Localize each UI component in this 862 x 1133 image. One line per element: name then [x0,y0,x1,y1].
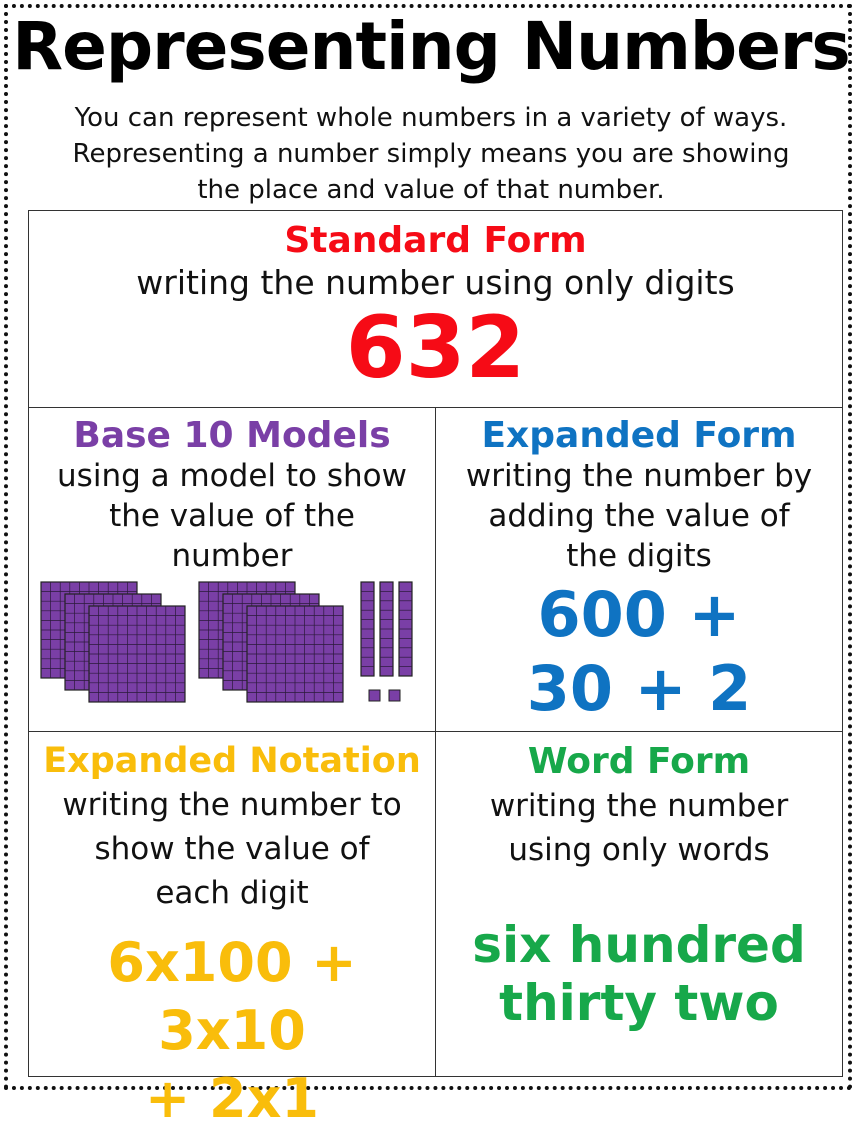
standard-form-example: 632 [345,298,526,398]
intro-line: the place and value of that number. [197,175,665,205]
intro-text [20,100,842,208]
word-form-heading: Word Form [527,741,751,782]
expanded-form-example-line: 30 + 2 [526,652,752,725]
expanded-form-description-line: the digits [566,538,712,574]
expanded-form-cell [436,408,842,731]
ten-rod [380,582,393,676]
expanded-notation-heading: Expanded Notation [43,741,421,781]
standard-form-description: writing the number using only digits [136,263,735,302]
expanded-notation-description-line: show the value of [94,831,370,867]
page-title: Representing Numbers [12,8,850,85]
base10-description-line: number [171,538,293,574]
expanded-notation-cell [29,732,435,1130]
forms-grid [28,210,843,1130]
hundred-flat [247,606,343,702]
word-form-description [436,784,842,872]
expanded-form-description [436,456,842,576]
expanded-notation-description [29,783,435,915]
word-form-example [436,916,842,1032]
word-form-description-line: using only words [508,832,770,868]
ten-rod [399,582,412,676]
base10-description-line: using a model to show [57,458,407,494]
expanded-form-example-line: 600 + [537,578,741,651]
expanded-notation-description-line: writing the number to [62,787,402,823]
expanded-form-heading: Expanded Form [481,415,797,456]
expanded-notation-example [29,929,435,1133]
expanded-notation-example-line: 6x100 + 3x10 [107,931,357,1062]
base10-heading: Base 10 Models [73,415,391,456]
word-form-example-line: six hundred [472,916,806,974]
expanded-form-description-line: writing the number by [465,458,813,494]
expanded-form-example [436,578,842,726]
one-cube [389,690,400,701]
ten-rod [361,582,374,676]
expanded-notation-example-line: + 2x1 [144,1067,320,1130]
base10-description [29,456,435,576]
base10-cell [29,408,435,731]
word-form-description-line: writing the number [489,788,789,824]
word-form-example-line: thirty two [499,974,779,1032]
standard-form-cell [29,211,842,407]
intro-line: You can represent whole numbers in a variety of ways. [74,103,788,133]
base10-blocks-illustration [29,580,435,720]
intro-line: Representing a number simply means you are showing [72,139,790,169]
hundred-flat [89,606,185,702]
base10-description-line: the value of the [109,498,355,534]
expanded-form-description-line: adding the value of [488,498,790,534]
expanded-notation-description-line: each digit [155,875,309,911]
standard-form-heading: Standard Form [284,220,587,261]
word-form-cell [436,732,842,1076]
one-cube [369,690,380,701]
